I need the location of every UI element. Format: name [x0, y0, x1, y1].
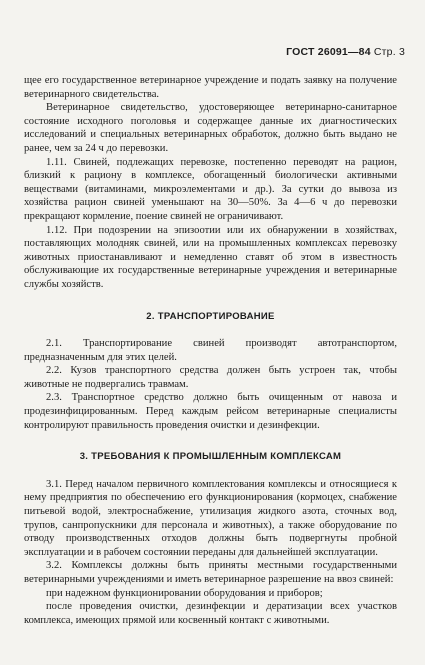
paragraph-1-11: 1.11. Свиней, подлежащих перевозке, постепенно переводят на рацион, близкий к рациону в комплексе, обогащенный биологически активными веществами (витаминами, микроэлементами и др.). За сутки до вывоза из хозяйства рацион свиней уменьшают на 30—50%. За 4—6 ч до перевозки прекращают кормление, поение свиней не ограничивают.: [24, 156, 397, 222]
paragraph-vet-certificate: Ветеринарное свидетельство, удостоверяющее ветеринарно-санитарное состояние исходного поголовья и содержащее данные их диагностических исследований и специальных ветеринарных обработок, должно быть выдано не ранее, чем за 24 ч до перевозки.: [24, 102, 397, 154]
paragraph-2-1: 2.1. Транспортирование свиней производят автотранспортом, предназначенным для этих целей.: [24, 338, 397, 363]
standard-code: ГОСТ 26091—84: [286, 46, 371, 58]
section-2-title: 2. ТРАНСПОРТИРОВАНИЕ: [146, 310, 275, 322]
paragraph-2-3: 2.3. Транспортное средство должно быть очищенным от навоза и продезинфицированным. Перед каждым рейсом ветеринарные специалисты контролируют правильность проведения очистки и дезинфекции.: [24, 392, 397, 431]
paragraph-continuation: щее его государственное ветеринарное учреждение и подать заявку на получение ветеринарного свидетельства.: [24, 75, 397, 100]
paragraph-1-12: 1.12. При подозрении на эпизоотии или их обнаружении в хозяйствах, поставляющих молодняк свиней, или на промышленных комплексах перевозку животных приостанавливают и немедленно ставят об этом в известность обслуживающие их государственные ветеринарные учреждения и ветеринарные службы хозяйств.: [24, 224, 397, 290]
paragraph-2-2: 2.2. Кузов транспортного средства должен быть устроен так, чтобы животные не подвергались травмам.: [24, 365, 397, 390]
paragraph-3-2-a: при надежном функционировании оборудования и приборов;: [46, 587, 323, 599]
document-body: [24, 74, 397, 627]
page-header: [286, 46, 405, 58]
section-3-title: 3. ТРЕБОВАНИЯ К ПРОМЫШЛЕННЫМ КОМПЛЕКСАМ: [79, 451, 342, 463]
page-number: Стр. 3: [373, 46, 405, 58]
paragraph-3-2: 3.2. Комплексы должны быть приняты местными государственными ветеринарными учреждениями и иметь ветеринарное разрешение на ввоз свиней:: [24, 560, 397, 585]
paragraph-3-2-b: после проведения очистки, дезинфекции и дератизации всех участков комплекса, имеющих прямой или косвенный контакт с животными.: [24, 601, 397, 626]
paragraph-3-1: 3.1. Перед началом первичного комплектования комплексы и относящиеся к нему предприятия по обеспечению его функционирования (кормоцех, снабжение питьевой водой, электроснабжение, утилизация жидкого азота, сточных вод, трупов, санпропускники для персонала и животных), а также оборудование по отводу производственных отходов должны быть подвергнуты пробной эксплуатации и в рабочем состоянии переданы для дальнейшей эксплуатации.: [24, 478, 397, 558]
